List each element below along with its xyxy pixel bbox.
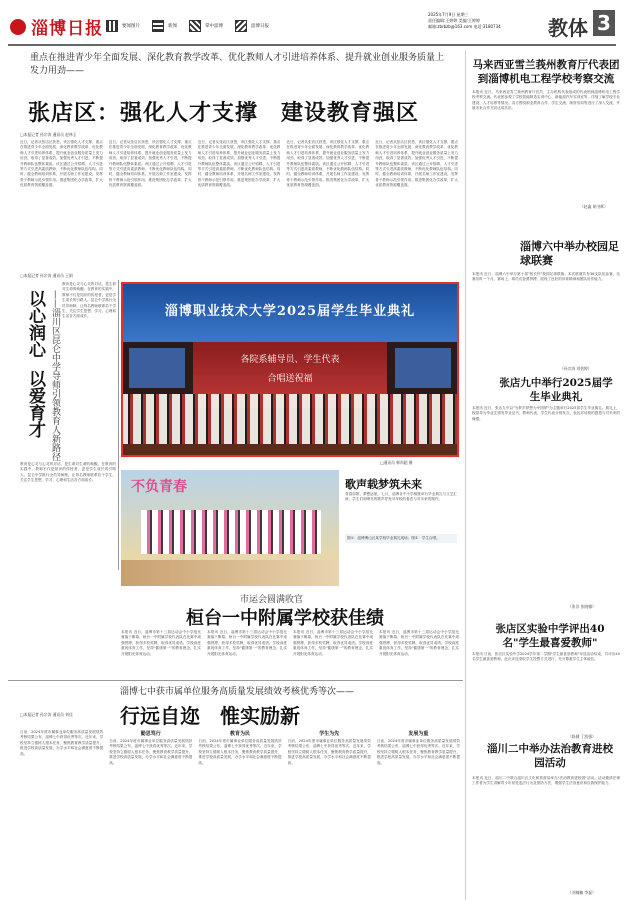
- qr-code-icon: [106, 20, 118, 32]
- performers: [141, 510, 321, 554]
- bottom-rule: [8, 680, 463, 681]
- song-photo-2: [121, 560, 339, 586]
- column-rule: [118, 280, 119, 570]
- side-body: 教育是心灵与心灵的对话，是生命对生命的唤醒。在教育的实践中，教师不仅是知识的传授者，更是学生成长的引路人。昆仑中学推行全员导师制，让每名教师联系若干学生，关注学生思想、学习、心理和生活各方面成长。: [62, 282, 116, 319]
- page-number: 3: [593, 10, 615, 36]
- right-mid-byline: （孙宗涛 刘怡婷）: [560, 366, 592, 371]
- main-kicker: 重点在推进青少年全面发展、深化教育教学改革、优化教师人才引进培养体系、提升就业创业服务质量上发力用劲——: [30, 53, 445, 76]
- right-top-title: 马来西亚雪兰莪州教育厅代表团到淄博机电工程学校考察交流: [472, 59, 620, 85]
- huantai-body: 本报讯 近日，淄博市第十三届运动会中小学组比赛落下帷幕，桓台一中附属学校代表队在比赛中顽强拼搏，获得多枚奖牌，取得优异成绩。学校高度重视体育工作，坚持"健康第一"的教育理念，扎实开展阳光体育运动。: [379, 630, 459, 656]
- issue-date: 2025年7月9日 星期三: [428, 12, 469, 17]
- bottom-subhead: 发展为重: [408, 731, 429, 737]
- stage-backdrop: [123, 284, 457, 342]
- right-top-body: 本报讯 近日，马来西亚雪兰莪州教育厅官员、主办机构代表组成的代表团到淄博机电工程学校考察交流。代表团参观了学校智能制造实训中心、新能源汽车实训室等，详细了解学校专业建设、人才培养等情况。双方围绕职业教育合作、学生交流、师资培训等进行了深入交流，并就未来合作方向达成共识。: [472, 90, 620, 111]
- bottom-subhead: 学生为先: [319, 731, 340, 737]
- bottom-body: 日前，2024年度市属事业单位服务高质量发展绩效考核结果公布，淄博七中获得优秀等次。近年来，学校坚持立德树人根本任务，聚焦教育教学质量提升，推进学校高质量发展，办学水平和社会满意度不断提高。: [20, 730, 104, 756]
- bottom-subhead: 勤思笃行: [140, 731, 161, 737]
- right-column-rule: [465, 50, 466, 900]
- logo-text: 淄博日报: [31, 19, 104, 39]
- huantai-kicker: 市运会圆满收官: [240, 595, 304, 605]
- overlay-text-1: 各院系辅导员、学生代表: [240, 355, 340, 365]
- song-photo-text: 不负青春: [131, 479, 187, 495]
- bottom-body: 日前，2024年度市属事业单位服务高质量发展绩效考核结果公布，淄博七中获得优秀等次。近年来，学校坚持立德树人根本任务，聚焦教育教学质量提升，推进学校高质量发展，办学水平和社会满意度不断提高。: [287, 739, 371, 765]
- right-mid-title: 淄博六中举办校园足球联赛: [520, 240, 619, 267]
- stage-floor: [123, 444, 457, 455]
- main-body: 近日，记者从张店区获悉，该区强化人才支撑，重点在推进青少年全面发展、深化教育教学改革、优化教师人才引进培养体系、提升就业创业服务质量上发力用劲，取得了显著成效。加强优秀人才引进，不断提升教师队伍整体素质。该区通过公开招聘、人才引进等方式引进高素质教师，不断优化教师队伍结构。同时，健全教师培训体系，开展名师工作室建设，发挥骨干教师示范引领作用。推进集团化办学改革，扩大优质教育资源覆盖面。: [286, 140, 370, 188]
- bottom-body: 日前，2024年度市属事业单位服务高质量发展绩效考核结果公布，淄博七中获得优秀等次。近年来，学校坚持立德树人根本任务，聚焦教育教学质量提升，推进学校高质量发展，办学水平和社会满意度不断提高。: [109, 739, 193, 765]
- nav-item: 要闻图片: [122, 24, 140, 29]
- qr-code-icon: [152, 20, 164, 32]
- bottom-subhead: 教育为民: [230, 731, 251, 737]
- bottom-body: 日前，2024年度市属事业单位服务高质量发展绩效考核结果公布，淄博七中获得优秀等次。近年来，学校坚持立德树人根本任务，聚焦教育教学质量提升，推进学校高质量发展，办学水平和社会满意度不断提高。: [198, 739, 282, 765]
- logo-icon: [10, 19, 26, 35]
- huantai-body: 本报讯 近日，淄博市第十三届运动会中小学组比赛落下帷幕，桓台一中附属学校代表队在比赛中顽强拼搏，获得多枚奖牌，取得优异成绩。学校高度重视体育工作，坚持"健康第一"的教育理念，扎实开展阳光体育运动。: [207, 630, 287, 656]
- nav-item: 掌中淄博: [205, 24, 223, 29]
- contact: 邮箱:zbrbzb@163.com 电话:3180734: [428, 24, 501, 29]
- song-title: 歌声载梦筑未来: [345, 478, 422, 491]
- right-bottom-title: 淄川二中举办法治教育进校园活动: [487, 743, 613, 769]
- main-body: 近日，记者从张店区获悉，该区强化人才支撑，重点在推进青少年全面发展、深化教育教学改革、优化教师人才引进培养体系、提升就业创业服务质量上发力用劲，取得了显著成效。加强优秀人才引进，不断提升教师队伍整体素质。该区通过公开招聘、人才引进等方式引进高素质教师，不断优化教师队伍结构。同时，健全教师培训体系，开展名师工作室建设，发挥骨干教师示范引领作用。推进集团化办学改革，扩大优质教育资源覆盖面。: [375, 140, 458, 188]
- bottom-headline: 行远自迩 惟实励新: [120, 704, 300, 728]
- huantai-body: 本报讯 近日，淄博市第十三届运动会中小学组比赛落下帷幕，桓台一中附属学校代表队在比赛中顽强拼搏，获得多枚奖牌，取得优异成绩。学校高度重视体育工作，坚持"健康第一"的教育理念，扎实开展阳光体育运动。: [121, 630, 201, 656]
- main-body: 近日，记者从张店区获悉，该区强化人才支撑，重点在推进青少年全面发展、深化教育教学改革、优化教师人才引进培养体系、提升就业创业服务质量上发力用劲，取得了显著成效。加强优秀人才引进，不断提升教师队伍整体素质。该区通过公开招聘、人才引进等方式引进高素质教师，不断优化教师队伍结构。同时，健全教师培训体系，开展名师工作室建设，发挥骨干教师示范引领作用。推进集团化办学改革，扩大优质教育资源覆盖面。: [20, 140, 103, 188]
- side-screen-right: [395, 348, 451, 388]
- song-caption: 图①：淄博博山区某学校毕业典礼现场；图②：学生合唱。: [345, 534, 457, 543]
- qr-code-icon: [189, 20, 201, 32]
- song-photo: [121, 470, 339, 560]
- right-top-byline: （赵鑫 胡书辉）: [580, 204, 608, 209]
- editors: 责任编辑:王婷婷 美编:王婷婷: [428, 18, 480, 23]
- right-mid-body: 本报讯 近日，淄博六中举办第十届"校长杯"校园足球联赛。本次联赛共有36支队伍参赛，比赛历时一个月。赛场上，球员们奋勇拼搏，展现了良好的体育精神和团队协作能力。: [472, 272, 620, 282]
- qr-nav: [106, 16, 296, 36]
- side-title-b: 以爱育才: [25, 370, 45, 438]
- huantai-body: 本报讯 近日，淄博市第十三届运动会中小学组比赛落下帷幕，桓台一中附属学校代表队在比赛中顽强拼搏，获得多枚奖牌，取得优异成绩。学校高度重视体育工作，坚持"健康第一"的教育理念，扎实开展阳光体育运动。: [293, 630, 373, 656]
- song-body: 青春如歌，梦想远航。七月，淄博各中小学相继举行毕业典礼与文艺汇演，学生们用嘹亮的歌声抒发对母校的眷恋与对未来的期许。: [345, 492, 457, 502]
- right-bottom-byline: （刘楠楠 李磊）: [568, 890, 596, 895]
- masthead-rule: [8, 44, 616, 46]
- right-mid2-byline: （张洋 张晓娜）: [568, 604, 596, 609]
- right-low-byline: （陈健 丁凯强）: [568, 734, 596, 739]
- huantai-title: 桓台一中附属学校获佳绩: [186, 608, 384, 629]
- right-low-title: 张店区实验中学评出40名"学生最喜爱教师": [495, 623, 605, 649]
- huantai-body-columns: [121, 630, 459, 672]
- right-mid2-body: 本报讯 近日，张店九中以"为梦乡梦想为中国梦"为主题举行2025届学生毕业典礼。典礼上，校领导为毕业生颁发毕业证书，教师代表、学生代表分别发言，表达对母校的感恩与对未来的憧憬。: [472, 406, 620, 421]
- right-mid2-title: 张店九中举行2025届学生毕业典礼: [499, 377, 613, 403]
- side-screen-left: [129, 348, 185, 388]
- section-name: 教体: [548, 16, 588, 40]
- side-byline: □本报记者 孙宗涛 通讯员 王娟: [20, 273, 73, 278]
- graduation-photo: [121, 282, 459, 457]
- main-body: 近日，记者从张店区获悉，该区强化人才支撑，重点在推进青少年全面发展、深化教育教学改革、优化教师人才引进培养体系、提升就业创业服务质量上发力用劲，取得了显著成效。加强优秀人才引进，不断提升教师队伍整体素质。该区通过公开招聘、人才引进等方式引进高素质教师，不断优化教师队伍结构。同时，健全教师培训体系，开展名师工作室建设，发挥骨干教师示范引领作用。推进集团化办学改革，扩大优质教育资源覆盖面。: [108, 140, 192, 188]
- issue-info: [428, 12, 520, 30]
- main-headline: 张店区：强化人才支撑 建设教育强区: [28, 100, 420, 126]
- bottom-kicker: 淄博七中获市属单位服务高质量发展绩效考核优秀等次——: [120, 687, 355, 697]
- side-subtitle: ——淄川区昆仑中学导师引领教育人新路径: [50, 290, 60, 461]
- photo-credit: □通讯员 韩尚超 摄: [380, 460, 413, 465]
- nav-item: 新闻: [168, 24, 177, 29]
- right-bottom-body: 本报讯 近日，淄川二中联合淄川区文化和旅游局举办"法治教育进校园"活动。活动邀请法律工作者为学生讲解青少年常见违法行为及预防方法，增强学生法治意识和自我保护能力。: [472, 776, 620, 786]
- side-body: 教育是心灵与心灵的对话，是生命对生命的唤醒。在教育的实践中，教师不仅是知识的传授者，更是学生成长的引路人。昆仑中学推行全员导师制，让每名教师联系若干学生，关注学生思想、学习、心理和生活各方面成长。: [20, 462, 116, 483]
- right-low-body: 本报讯 日前，张店区实验中学2024学年第二学期"学生最喜爱教师"评选活动结束，共评出40名学生最喜爱教师。此次评选采取学生投票方式进行，充分尊重学生主体地位。: [472, 652, 620, 662]
- bottom-body-columns: [20, 730, 460, 900]
- masthead: [0, 0, 625, 44]
- main-body-columns: [20, 140, 458, 270]
- qr-code-icon: [235, 20, 247, 32]
- banner-text: 淄博职业技术大学2025届学生毕业典礼: [164, 304, 416, 319]
- side-title-a: 以心润心: [25, 290, 45, 358]
- main-byline: □本报记者 孙宗涛 通讯员 赵林玉: [20, 132, 77, 137]
- bottom-byline: □本报记者 孙宗涛 通讯员 刘佳: [20, 712, 73, 717]
- main-body: 近日，记者从张店区获悉，该区强化人才支撑，重点在推进青少年全面发展、深化教育教学改革、优化教师人才引进培养体系、提升就业创业服务质量上发力用劲，取得了显著成效。加强优秀人才引进，不断提升教师队伍整体素质。该区通过公开招聘、人才引进等方式引进高素质教师，不断优化教师队伍结构。同时，健全教师培训体系，开展名师工作室建设，发挥骨干教师示范引领作用。推进集团化办学改革，扩大优质教育资源覆盖面。: [197, 140, 281, 188]
- nav-item: 淄博日报: [251, 24, 269, 29]
- overlay-text-2: 合唱送祝福: [267, 374, 313, 384]
- bottom-body: 日前，2024年度市属事业单位服务高质量发展绩效考核结果公布，淄博七中获得优秀等次。近年来，学校坚持立德树人根本任务，聚焦教育教学质量提升，推进学校高质量发展，办学水平和社会满意度不断提高。: [376, 739, 461, 765]
